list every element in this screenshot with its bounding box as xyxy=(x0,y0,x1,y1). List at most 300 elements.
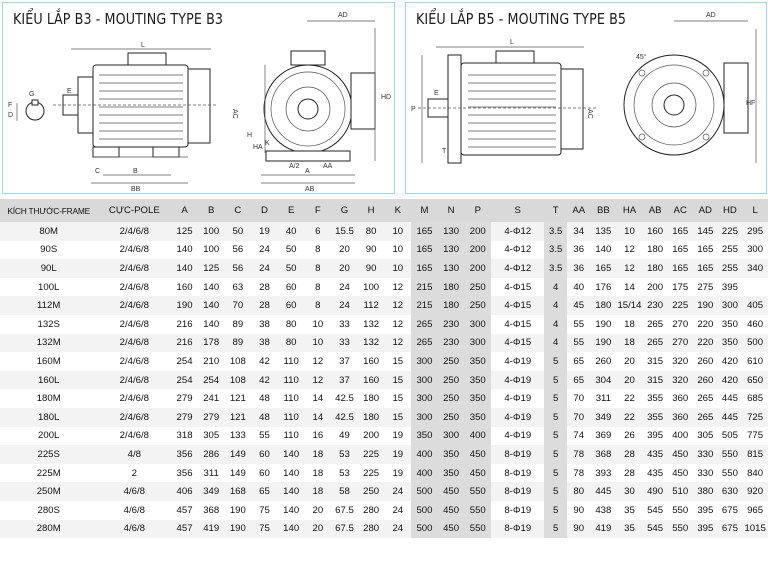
table-cell: 15 xyxy=(384,352,411,371)
table-cell: 265 xyxy=(411,334,438,353)
table-cell: 286 xyxy=(198,445,225,464)
table-cell: 5 xyxy=(544,427,567,446)
table-cell: 110 xyxy=(278,352,305,371)
table-cell: 220 xyxy=(693,315,718,334)
table-cell: 140 xyxy=(278,445,305,464)
table-cell: 40 xyxy=(567,278,591,297)
b3-panel xyxy=(2,2,395,194)
table-cell: 160M xyxy=(0,352,97,371)
column-header-4: C xyxy=(225,199,252,222)
table-cell: 275 xyxy=(693,278,718,297)
table-cell: 70 xyxy=(567,389,591,408)
table-cell: 349 xyxy=(198,482,225,501)
table-cell: 2/4/6/8 xyxy=(97,278,171,297)
table-cell: 315 xyxy=(643,352,668,371)
table-cell: 133 xyxy=(225,427,252,446)
table-cell: 254 xyxy=(171,352,198,371)
table-cell: 110 xyxy=(278,371,305,390)
column-header-14: S xyxy=(491,199,544,222)
table-cell: 225 xyxy=(667,296,693,315)
table-cell: 5 xyxy=(544,482,567,501)
table-cell: 2/4/6/8 xyxy=(97,408,171,427)
table-cell: 63 xyxy=(225,278,252,297)
table-cell: 360 xyxy=(667,408,693,427)
table-cell: 5 xyxy=(544,389,567,408)
table-cell: 112 xyxy=(358,296,385,315)
table-cell: 132S xyxy=(0,315,97,334)
table-cell: 200 xyxy=(464,259,491,278)
table-cell: 10 xyxy=(384,241,411,260)
table-row xyxy=(0,482,768,501)
table-cell: 35 xyxy=(616,501,643,520)
dim-A2: A/2 xyxy=(289,163,300,170)
column-header-22: HD xyxy=(718,199,743,222)
table-cell: 550 xyxy=(718,445,743,464)
table-cell: 28 xyxy=(251,278,278,297)
table-cell: 165 xyxy=(411,241,438,260)
table-cell: 58 xyxy=(331,482,358,501)
table-cell: 330 xyxy=(693,464,718,483)
table-cell: 140 xyxy=(278,482,305,501)
table-cell: 250 xyxy=(464,278,491,297)
table-cell: 160 xyxy=(643,222,668,241)
table-cell: 4/6/8 xyxy=(97,520,171,539)
column-header-23: L xyxy=(742,199,768,222)
dim-F: F xyxy=(8,102,13,109)
table-cell: 300 xyxy=(411,408,438,427)
table-cell: 12 xyxy=(384,334,411,353)
table-cell: 110 xyxy=(278,427,305,446)
table-cell: 920 xyxy=(742,482,768,501)
table-cell: 241 xyxy=(198,389,225,408)
table-cell: 12 xyxy=(616,259,643,278)
table-cell: 60 xyxy=(251,445,278,464)
dim-AD: AD xyxy=(338,12,348,19)
table-cell: 2/4/6/8 xyxy=(97,389,171,408)
table-cell: 15/14 xyxy=(616,296,643,315)
table-cell: 250 xyxy=(438,408,465,427)
table-cell: 33 xyxy=(331,334,358,353)
table-cell: 675 xyxy=(718,501,743,520)
table-row xyxy=(0,315,768,334)
dim-AC: AC xyxy=(231,109,238,119)
table-cell: 3.5 xyxy=(544,241,567,260)
table-cell: 6 xyxy=(305,222,332,241)
table-cell: 53 xyxy=(331,445,358,464)
table-cell: 200 xyxy=(464,222,491,241)
table-cell: 5 xyxy=(544,501,567,520)
table-row xyxy=(0,278,768,297)
table-cell: 355 xyxy=(643,389,668,408)
table-cell: 300 xyxy=(411,371,438,390)
table-cell: 160L xyxy=(0,371,97,390)
table-cell: 450 xyxy=(438,501,465,520)
table-cell: 350 xyxy=(438,445,465,464)
table-cell: 180 xyxy=(643,241,668,260)
table-cell: 75 xyxy=(251,501,278,520)
table-cell: 10 xyxy=(305,334,332,353)
table-cell: 33 xyxy=(331,315,358,334)
table-cell: 42 xyxy=(251,352,278,371)
b5-dim-P: P xyxy=(411,106,416,113)
table-cell: 56 xyxy=(225,241,252,260)
table-cell: 36 xyxy=(567,241,591,260)
table-cell: 22 xyxy=(616,408,643,427)
table-cell: 55 xyxy=(567,315,591,334)
table-cell: 230 xyxy=(643,296,668,315)
table-cell: 311 xyxy=(591,389,617,408)
table-cell: 28 xyxy=(616,464,643,483)
table-cell: 270 xyxy=(667,315,693,334)
table-cell: 50 xyxy=(225,222,252,241)
table-cell: 12 xyxy=(305,352,332,371)
table-cell: 311 xyxy=(198,464,225,483)
table-cell: 255 xyxy=(718,259,743,278)
table-cell: 419 xyxy=(591,520,617,539)
table-cell: 175 xyxy=(667,278,693,297)
table-cell: 380 xyxy=(693,482,718,501)
table-cell: 675 xyxy=(718,520,743,539)
table-cell: 300 xyxy=(742,241,768,260)
table-cell: 37 xyxy=(331,352,358,371)
table-cell: 400 xyxy=(667,427,693,446)
table-cell: 19 xyxy=(251,222,278,241)
table-cell: 112M xyxy=(0,296,97,315)
table-cell: 190 xyxy=(225,501,252,520)
table-cell: 10 xyxy=(305,315,332,334)
table-cell: 225S xyxy=(0,445,97,464)
table-cell: 168 xyxy=(225,482,252,501)
table-cell: 320 xyxy=(667,371,693,390)
table-cell: 67.5 xyxy=(331,520,358,539)
table-cell: 90 xyxy=(358,241,385,260)
table-cell: 80 xyxy=(567,482,591,501)
table-cell: 180 xyxy=(438,296,465,315)
table-cell: 60 xyxy=(251,464,278,483)
dimension-table xyxy=(0,199,768,538)
table-cell: 420 xyxy=(718,371,743,390)
table-cell: 356 xyxy=(171,445,198,464)
table-cell: 349 xyxy=(591,408,617,427)
table-cell: 775 xyxy=(742,427,768,446)
table-cell: 8 xyxy=(305,241,332,260)
table-cell: 56 xyxy=(225,259,252,278)
table-cell: 350 xyxy=(411,427,438,446)
dim-G: G xyxy=(29,91,35,98)
table-cell: 400 xyxy=(411,445,438,464)
table-cell: 15 xyxy=(384,389,411,408)
table-cell: 550 xyxy=(464,482,491,501)
table-cell: 500 xyxy=(411,482,438,501)
table-cell: 78 xyxy=(567,445,591,464)
table-header-row xyxy=(0,199,768,222)
table-cell: 45 xyxy=(567,296,591,315)
dim-HD: HD xyxy=(381,94,392,101)
table-cell: 10 xyxy=(616,222,643,241)
table-cell: 89 xyxy=(225,315,252,334)
table-cell: 90L xyxy=(0,259,97,278)
table-cell: 100L xyxy=(0,278,97,297)
column-header-3: B xyxy=(198,199,225,222)
dim-L: L xyxy=(141,42,145,49)
table-cell: 176 xyxy=(591,278,617,297)
table-cell: 438 xyxy=(591,501,617,520)
table-cell: 395 xyxy=(643,427,668,446)
table-cell: 225M xyxy=(0,464,97,483)
table-cell: 225 xyxy=(358,445,385,464)
table-cell: 14 xyxy=(616,278,643,297)
table-row xyxy=(0,334,768,353)
table-cell: 200L xyxy=(0,427,97,446)
dim-K: K xyxy=(265,140,270,147)
table-cell: 840 xyxy=(742,464,768,483)
table-cell: 550 xyxy=(667,501,693,520)
table-row xyxy=(0,222,768,241)
table-cell: 74 xyxy=(567,427,591,446)
table-cell: 8-Φ19 xyxy=(491,464,544,483)
table-cell: 460 xyxy=(742,315,768,334)
table-cell: 420 xyxy=(718,352,743,371)
table-cell: 265 xyxy=(411,315,438,334)
table-cell: 216 xyxy=(171,315,198,334)
table-cell: 305 xyxy=(198,427,225,446)
table-cell: 260 xyxy=(693,352,718,371)
table-cell: 395 xyxy=(693,520,718,539)
table-cell: 300 xyxy=(438,427,465,446)
table-cell: 130 xyxy=(438,241,465,260)
table-cell: 250 xyxy=(438,352,465,371)
table-cell: 132M xyxy=(0,334,97,353)
dim-H: H xyxy=(247,132,253,139)
column-header-1: CỰC-POLE xyxy=(97,199,171,222)
dim-AA: AA xyxy=(323,163,333,170)
table-cell: 250 xyxy=(464,296,491,315)
b5-panel xyxy=(405,2,767,194)
table-cell: 50 xyxy=(278,241,305,260)
table-cell: 165 xyxy=(693,241,718,260)
dim-D: D xyxy=(8,112,14,119)
table-cell: 90 xyxy=(358,259,385,278)
table-cell: 230 xyxy=(438,315,465,334)
table-cell: 14 xyxy=(305,389,332,408)
table-cell: 48 xyxy=(251,389,278,408)
column-header-6: E xyxy=(278,199,305,222)
table-cell: 250 xyxy=(438,371,465,390)
table-cell: 8-Φ19 xyxy=(491,445,544,464)
table-cell: 108 xyxy=(225,371,252,390)
table-cell: 210 xyxy=(198,352,225,371)
table-cell: 510 xyxy=(667,482,693,501)
table-cell: 20 xyxy=(331,259,358,278)
table-cell: 4-Φ12 xyxy=(491,222,544,241)
table-cell: 3.5 xyxy=(544,259,567,278)
table-cell: 320 xyxy=(667,352,693,371)
table-cell: 220 xyxy=(693,334,718,353)
table-cell: 8-Φ19 xyxy=(491,482,544,501)
column-header-12: N xyxy=(438,199,465,222)
table-cell: 405 xyxy=(742,296,768,315)
table-cell: 12 xyxy=(384,296,411,315)
table-cell: 180M xyxy=(0,389,97,408)
table-cell: 4/6/8 xyxy=(97,501,171,520)
table-cell: 165 xyxy=(667,222,693,241)
table-cell: 140 xyxy=(198,278,225,297)
table-cell: 300 xyxy=(718,296,743,315)
table-cell: 18 xyxy=(305,482,332,501)
table-cell: 630 xyxy=(718,482,743,501)
table-cell: 20 xyxy=(305,501,332,520)
dim-A: A xyxy=(305,168,310,175)
table-cell: 190 xyxy=(591,315,617,334)
table-cell: 5 xyxy=(544,520,567,539)
table-cell: 2/4/6/8 xyxy=(97,259,171,278)
table-cell: 12 xyxy=(384,315,411,334)
table-cell: 53 xyxy=(331,464,358,483)
table-cell: 2/4/6/8 xyxy=(97,296,171,315)
table-cell: 30 xyxy=(616,482,643,501)
table-cell: 80 xyxy=(278,315,305,334)
table-cell: 178 xyxy=(198,334,225,353)
table-cell: 149 xyxy=(225,464,252,483)
table-cell: 165 xyxy=(591,259,617,278)
table-cell: 725 xyxy=(742,408,768,427)
dim-BB: BB xyxy=(131,186,141,193)
table-cell: 145 xyxy=(693,222,718,241)
b3-front-view xyxy=(231,12,391,193)
table-cell: 279 xyxy=(171,408,198,427)
table-row xyxy=(0,389,768,408)
table-cell: 190 xyxy=(693,296,718,315)
table-cell: 419 xyxy=(198,520,225,539)
column-header-17: BB xyxy=(591,199,617,222)
table-cell: 330 xyxy=(693,445,718,464)
table-cell: 90 xyxy=(567,520,591,539)
table-cell: 457 xyxy=(171,501,198,520)
dim-45deg: 45° xyxy=(636,54,647,61)
column-header-0: KÍCH THƯỚC-FRAME xyxy=(0,199,97,222)
table-cell: 140 xyxy=(591,241,617,260)
table-cell: 70 xyxy=(225,296,252,315)
table-cell: 350 xyxy=(464,408,491,427)
b5-title: KIỂU LẮP B5 - MOUTING TYPE B5 xyxy=(416,10,627,28)
table-cell: 300 xyxy=(411,389,438,408)
table-cell: 216 xyxy=(171,334,198,353)
table-cell: 10 xyxy=(384,222,411,241)
dim-B: B xyxy=(133,168,138,175)
table-cell: 48 xyxy=(251,408,278,427)
table-cell: 135 xyxy=(591,222,617,241)
table-cell: 14 xyxy=(305,408,332,427)
table-cell: 160 xyxy=(358,371,385,390)
table-cell: 4-Φ15 xyxy=(491,334,544,353)
table-cell: 80 xyxy=(278,334,305,353)
table-cell: 4 xyxy=(544,296,567,315)
table-cell: 180 xyxy=(438,278,465,297)
table-cell: 4 xyxy=(544,334,567,353)
table-cell: 350 xyxy=(464,352,491,371)
table-cell: 140 xyxy=(198,315,225,334)
table-cell: 121 xyxy=(225,408,252,427)
b5-front-view xyxy=(624,12,756,163)
table-row xyxy=(0,464,768,483)
table-cell: 165 xyxy=(693,259,718,278)
table-cell: 280 xyxy=(358,520,385,539)
table-cell: 67.5 xyxy=(331,501,358,520)
table-cell: 26 xyxy=(616,427,643,446)
table-cell: 550 xyxy=(464,501,491,520)
table-cell: 140 xyxy=(198,296,225,315)
table-cell: 500 xyxy=(411,501,438,520)
table-row xyxy=(0,352,768,371)
table-cell: 300 xyxy=(411,352,438,371)
table-cell: 190 xyxy=(591,334,617,353)
table-cell: 37 xyxy=(331,371,358,390)
table-cell: 215 xyxy=(411,278,438,297)
table-cell: 450 xyxy=(667,464,693,483)
table-cell: 435 xyxy=(643,445,668,464)
table-cell: 34 xyxy=(567,222,591,241)
table-cell: 450 xyxy=(667,445,693,464)
table-cell: 5 xyxy=(544,352,567,371)
table-cell: 4-Φ19 xyxy=(491,408,544,427)
dim-C: C xyxy=(95,168,101,175)
table-cell: 4-Φ15 xyxy=(491,315,544,334)
table-cell: 42 xyxy=(251,371,278,390)
table-cell: 5 xyxy=(544,371,567,390)
table-cell: 15.5 xyxy=(331,222,358,241)
table-cell: 160 xyxy=(171,278,198,297)
table-cell: 265 xyxy=(643,334,668,353)
table-cell: 165 xyxy=(667,259,693,278)
table-cell: 550 xyxy=(718,464,743,483)
b5-dim-AD: AD xyxy=(706,12,716,19)
table-cell: 400 xyxy=(464,427,491,446)
table-cell: 3.5 xyxy=(544,222,567,241)
table-cell: 28 xyxy=(616,445,643,464)
table-cell: 108 xyxy=(225,352,252,371)
table-cell: 406 xyxy=(171,482,198,501)
table-cell: 200 xyxy=(464,241,491,260)
table-row xyxy=(0,427,768,446)
table-cell: 4 xyxy=(544,278,567,297)
table-cell: 350 xyxy=(464,389,491,408)
table-cell: 24 xyxy=(331,296,358,315)
column-header-11: M xyxy=(411,199,438,222)
table-cell: 130 xyxy=(438,222,465,241)
table-cell: 305 xyxy=(693,427,718,446)
table-cell: 38 xyxy=(251,334,278,353)
table-cell: 395 xyxy=(718,278,743,297)
b3-side-view xyxy=(53,42,218,193)
table-cell: 10 xyxy=(384,259,411,278)
table-cell: 685 xyxy=(742,389,768,408)
b5-drawing xyxy=(406,3,768,195)
table-cell: 165 xyxy=(667,241,693,260)
dim-AB: AB xyxy=(305,186,315,193)
table-cell: 550 xyxy=(667,520,693,539)
table-cell: 165 xyxy=(411,222,438,241)
table-cell: 8-Φ19 xyxy=(491,520,544,539)
table-cell: 295 xyxy=(742,222,768,241)
b5-side-view xyxy=(411,39,596,163)
table-cell: 500 xyxy=(742,334,768,353)
table-cell: 18 xyxy=(305,445,332,464)
table-cell: 90 xyxy=(567,501,591,520)
column-header-2: A xyxy=(171,199,198,222)
table-cell: 125 xyxy=(171,222,198,241)
table-cell: 279 xyxy=(171,389,198,408)
table-cell: 4-Φ15 xyxy=(491,278,544,297)
